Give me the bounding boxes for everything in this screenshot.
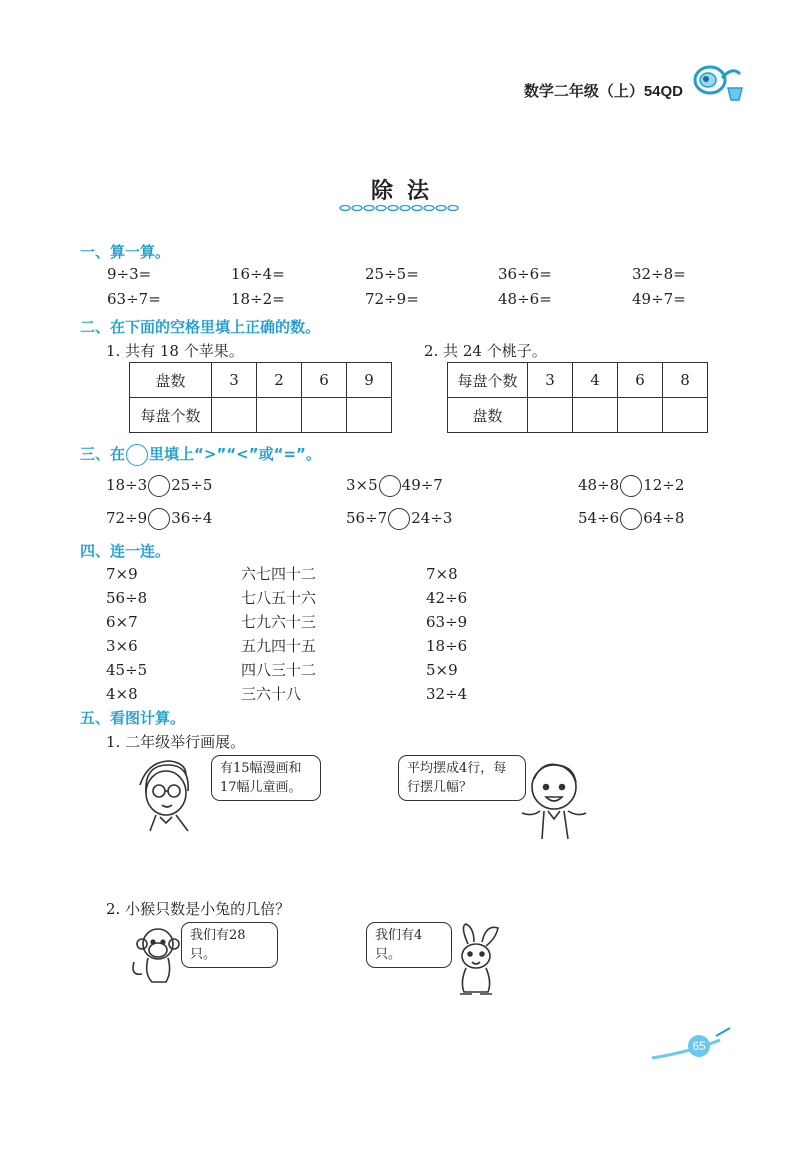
table-cell: 8	[663, 363, 708, 398]
table-cell: 6	[618, 363, 663, 398]
compare-right: 64÷8	[643, 509, 685, 527]
speech-bubble-right: 平均摆成4行，每行摆几幅？	[398, 755, 526, 801]
calc-item: 63÷7=	[107, 290, 161, 308]
compare-circle[interactable]	[148, 508, 170, 530]
answer-cell[interactable]	[302, 398, 347, 433]
match-item[interactable]: 5×9	[426, 661, 458, 679]
rabbit-illustration	[446, 922, 506, 1002]
section-3-heading	[80, 443, 321, 466]
compare-right: 12÷2	[643, 476, 685, 494]
section-5-heading: 五、看图计算。	[80, 709, 186, 727]
match-column-1	[106, 562, 147, 706]
answer-cell[interactable]	[257, 398, 302, 433]
match-column-2	[241, 562, 316, 706]
compare-item	[106, 475, 212, 497]
match-item[interactable]: 六七四十二	[241, 565, 317, 583]
compare-left: 3×5	[346, 476, 378, 494]
table-header-cell: 盘数	[130, 363, 212, 398]
match-item[interactable]: 4×8	[106, 685, 138, 703]
compare-item	[346, 508, 452, 530]
compare-right: 49÷7	[401, 476, 443, 494]
match-item[interactable]: 七九六十三	[241, 613, 317, 631]
compare-circle[interactable]	[148, 475, 170, 497]
book-header: 数学二年级（上）54QD	[523, 83, 683, 100]
table-header-cell: 每盘个数	[448, 363, 528, 398]
compare-item	[578, 475, 684, 497]
compare-right: 36÷4	[171, 509, 213, 527]
answer-cell[interactable]	[528, 398, 573, 433]
answer-cell[interactable]	[573, 398, 618, 433]
compare-item	[346, 475, 443, 497]
match-item[interactable]: 56÷8	[106, 589, 148, 607]
match-item[interactable]: 7×8	[426, 565, 458, 583]
calc-item: 32÷8=	[632, 265, 686, 283]
page-number: 65	[688, 1035, 710, 1057]
table-cell: 6	[302, 363, 347, 398]
match-item[interactable]: 6×7	[106, 613, 138, 631]
compare-left: 48÷8	[578, 476, 620, 494]
match-item[interactable]: 45÷5	[106, 661, 148, 679]
plant-mascot-icon	[688, 58, 748, 104]
table-cell: 2	[257, 363, 302, 398]
table-cell: 3	[528, 363, 573, 398]
match-item[interactable]: 七八五十六	[241, 589, 317, 607]
monkey-illustration	[128, 922, 188, 990]
match-column-3	[426, 562, 467, 706]
calc-item: 36÷6=	[498, 265, 552, 283]
calc-item: 16÷4=	[231, 265, 285, 283]
calc-item: 18÷2=	[231, 290, 285, 308]
table-cell: 9	[347, 363, 392, 398]
apple-table	[129, 362, 392, 433]
page-title: 除法	[370, 179, 443, 204]
match-item[interactable]: 五九四十五	[241, 637, 317, 655]
compare-item	[578, 508, 684, 530]
compare-left: 18÷3	[106, 476, 148, 494]
match-item[interactable]: 63÷9	[426, 613, 468, 631]
boy-illustration	[512, 755, 594, 845]
compare-circle[interactable]	[620, 475, 642, 497]
section-2-heading: 二、在下面的空格里填上正确的数。	[80, 318, 321, 336]
match-item[interactable]: 三六十八	[241, 685, 302, 703]
speech-bubble-left: 有15幅漫画和17幅儿童画。	[211, 755, 321, 801]
match-item[interactable]: 32÷4	[426, 685, 468, 703]
compare-circle[interactable]	[388, 508, 410, 530]
calc-item: 49÷7=	[632, 290, 686, 308]
match-item[interactable]: 7×9	[106, 565, 138, 583]
compare-right: 25÷5	[171, 476, 213, 494]
question-5-2-label: 2. 小猴只数是小兔的几倍？	[106, 900, 291, 918]
compare-left: 56÷7	[346, 509, 388, 527]
answer-cell[interactable]	[212, 398, 257, 433]
compare-left: 72÷9	[106, 509, 148, 527]
circle-icon	[126, 444, 148, 466]
section-3-heading-part-a: 三、在	[80, 445, 126, 463]
speech-bubble-monkey: 我们有28只。	[181, 922, 278, 968]
match-item[interactable]: 42÷6	[426, 589, 468, 607]
compare-circle[interactable]	[379, 475, 401, 497]
compare-right: 24÷3	[411, 509, 453, 527]
question-5-1-label: 1. 二年级举行画展。	[106, 733, 246, 751]
section-4-heading: 四、连一连。	[80, 542, 171, 560]
section-3-heading-part-b: 里填上“>”“<”或“=”。	[149, 445, 321, 463]
table-header-cell: 每盘个数	[130, 398, 212, 433]
table-cell: 4	[573, 363, 618, 398]
compare-circle[interactable]	[620, 508, 642, 530]
section-1-heading: 一、算一算。	[80, 243, 171, 261]
match-item[interactable]: 3×6	[106, 637, 138, 655]
answer-cell[interactable]	[347, 398, 392, 433]
calc-item: 48÷6=	[498, 290, 552, 308]
question-2-1-label: 1. 共有 18 个苹果。	[106, 342, 244, 360]
match-item[interactable]: 18÷6	[426, 637, 468, 655]
table-cell: 3	[212, 363, 257, 398]
table-header-cell: 盘数	[448, 398, 528, 433]
compare-item	[106, 508, 212, 530]
answer-cell[interactable]	[618, 398, 663, 433]
compare-left: 54÷6	[578, 509, 620, 527]
title-underline-decoration	[339, 204, 459, 212]
calc-item: 9÷3=	[107, 265, 152, 283]
peach-table	[447, 362, 708, 433]
question-2-2-label: 2. 共 24 个桃子。	[424, 342, 547, 360]
match-item[interactable]: 四八三十二	[241, 661, 317, 679]
girl-with-glasses-illustration	[126, 755, 216, 835]
speech-bubble-rabbit: 我们有4只。	[366, 922, 452, 968]
calc-item: 72÷9=	[365, 290, 419, 308]
calc-item: 25÷5=	[365, 265, 419, 283]
answer-cell[interactable]	[663, 398, 708, 433]
